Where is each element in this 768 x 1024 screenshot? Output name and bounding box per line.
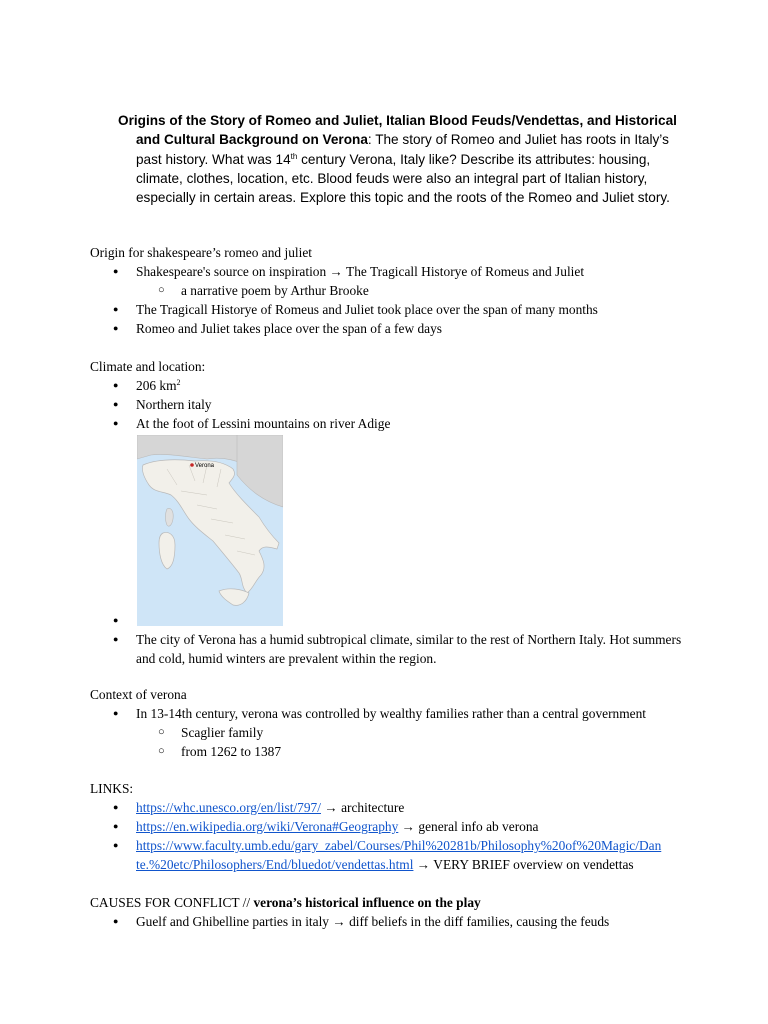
list-item: ● Romeo and Juliet takes place over the span of a few days [90, 319, 690, 338]
verona-marker [190, 463, 194, 467]
links-heading: LINKS: [90, 781, 134, 796]
list-item: ● The city of Verona has a humid subtropical climate, similar to the rest of Northern Italy. Hot summers and cold, humid winters are prevalent within the region. [90, 630, 690, 668]
intro-text-cont: century Verona, Italy like? Describe its attributes: housing, climate, clothes, location, etc. Blood feuds were also an integral part of Italian history, especially in certain areas. Explore this topic and the roots of the Romeo and Juliet story. [136, 151, 670, 206]
vendettas-link-line2[interactable]: te.%20etc/Philosophers/End/bluedot/vendettas.html [136, 857, 414, 872]
causes-section [90, 893, 690, 931]
intro-bold-title: Origins of the Story of Romeo and Juliet, Italian Blood Feuds/Vendettas, and Historical and Cultural Background on Verona [118, 113, 677, 148]
list-item: ● In 13-14th century, verona was controlled by wealthy families rather than a central government ○ Scaglier family ○ from 1262 to 1387 [90, 704, 690, 761]
vendettas-link-line1[interactable]: ● https://www.faculty.umb.edu/gary_zabel/Courses/Phil%20281b/Philosophy%20of%20Magic/Dan [136, 838, 662, 853]
list-item: ● The Tragicall Historye of Romeus and Juliet took place over the span of many months [90, 300, 690, 319]
wikipedia-link[interactable]: https://en.wikipedia.org/wiki/Verona#Geography [136, 819, 399, 834]
sub-list-item: ○ Scaglier family [90, 723, 690, 742]
list-item: ● Guelf and Ghibelline parties in italy → diff beliefs in the diff families, causing the feuds [90, 912, 690, 931]
list-item: ● https://www.faculty.umb.edu/gary_zabel/Courses/Phil%20281b/Philosophy%20of%20Magic/Dan te.%20etc/Philosophers/End/bluedot/vendettas.html → VERY BRIEF overview on vendettas [90, 836, 690, 874]
climate-section-cont [90, 611, 690, 668]
intro-paragraph [118, 111, 678, 207]
map-list-item [90, 611, 690, 630]
origin-section [90, 243, 690, 338]
context-section [90, 685, 690, 761]
italy-map-image [137, 435, 283, 626]
unesco-link[interactable]: https://whc.unesco.org/en/list/797/ [136, 800, 321, 815]
links-section [90, 779, 690, 874]
sub-list-item: ○ from 1262 to 1387 [90, 742, 690, 761]
climate-heading: Climate and location: [90, 359, 206, 374]
intro-sup: th [290, 151, 298, 161]
list-item: ● Shakespeare's source on inspiration → The Tragicall Historye of Romeus and Juliet ○ a narrative poem by Arthur Brooke [90, 262, 690, 300]
sub-list-item: ○ a narrative poem by Arthur Brooke [90, 281, 690, 300]
context-heading: Context of verona [90, 687, 187, 702]
list-item: ● https://en.wikipedia.org/wiki/Verona#Geography → general info ab verona [90, 817, 690, 836]
climate-section [90, 357, 690, 433]
intro-text: : The story of Romeo and Juliet has roots in Italy’s past history. What was 14 [136, 132, 669, 167]
list-item: ● https://whc.unesco.org/en/list/797/ → architecture [90, 798, 690, 817]
verona-map-label: Verona [195, 463, 215, 469]
origin-heading: Origin for shakespeare’s romeo and juliet [90, 245, 312, 260]
list-item: ● At the foot of Lessini mountains on river Adige [90, 414, 690, 433]
causes-heading: CAUSES FOR CONFLICT // verona’s historical influence on the play [90, 895, 481, 910]
list-item: ● Northern italy [90, 395, 690, 414]
list-item: ● 206 $km^2$ [90, 376, 690, 395]
